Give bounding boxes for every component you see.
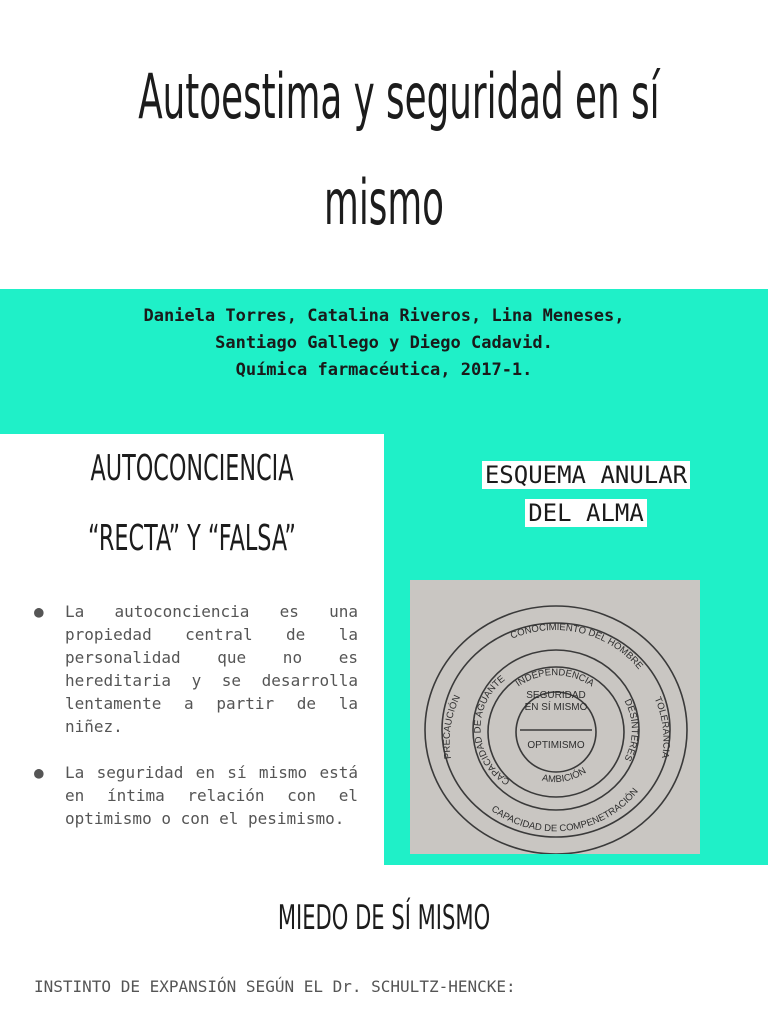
bullet-icon: ● [34, 763, 44, 782]
authors-line-2: Santiago Gallego y Diego Cadavid. [215, 333, 553, 353]
ring-diagram [410, 580, 700, 854]
diagram-label-line-2: DEL ALMA [525, 499, 647, 527]
ring3-right-label: TOLERANCIA [651, 695, 672, 759]
diagram-label-line-1: ESQUEMA ANULAR [482, 461, 690, 489]
ring2-bottom-label: AMBICIÓN [541, 765, 589, 786]
list-item [32, 761, 358, 830]
bullet-text: La seguridad en sí mismo está en íntima relación con el optimismo o con el pesimismo. [65, 763, 358, 828]
instinct-text: INSTINTO DE EXPANSIÓN SEGÚN EL Dr. SCHULTZ-HENCKE: [34, 977, 516, 996]
page-title [0, 40, 768, 260]
ring2-right-label: DESINTERÉS [621, 697, 640, 763]
section-heading-line-2: “RECTA” Y “FALSA” [88, 518, 296, 559]
program-line: Química farmacéutica, 2017-1. [235, 360, 533, 380]
diagram-label [452, 456, 720, 532]
section-heading-fear: MIEDO DE SÍ MISMO [277, 898, 491, 938]
inner-label: OPTIMISMO [527, 740, 585, 751]
center-label-1: SEGURIDAD [526, 690, 586, 701]
bullet-list [32, 600, 358, 853]
ring3-top-label: CONOCIMIENTO DEL HOMBRE [508, 621, 645, 672]
list-item [32, 600, 358, 738]
authors-block [0, 303, 768, 384]
center-label-2: EN SÍ MISMO [524, 702, 588, 713]
ring3-bottom-label: CAPACIDAD DE COMPENETRACIÓN [489, 786, 641, 835]
ring3-left-label: PRECAUCIÓN [441, 693, 463, 760]
title-line-2: mismo [324, 166, 444, 239]
section-heading-line-1: AUTOCONCIENCIA [90, 448, 294, 489]
ring2-top-label: INDEPENDENCIA [513, 667, 597, 690]
bullet-icon: ● [34, 602, 44, 621]
ring-diagram-photo [410, 580, 700, 854]
ring2-left-label: CAPACIDAD DE AGUANTE [472, 673, 512, 787]
bullet-text: La autoconciencia es una propiedad central de la personalidad que no es hereditaria y se desarrolla lentamente a partir de la niñez. [65, 602, 358, 736]
authors-line-1: Daniela Torres, Catalina Riveros, Lina Meneses, [143, 306, 625, 326]
title-line-1: Autoestima y seguridad en sí [138, 60, 660, 133]
